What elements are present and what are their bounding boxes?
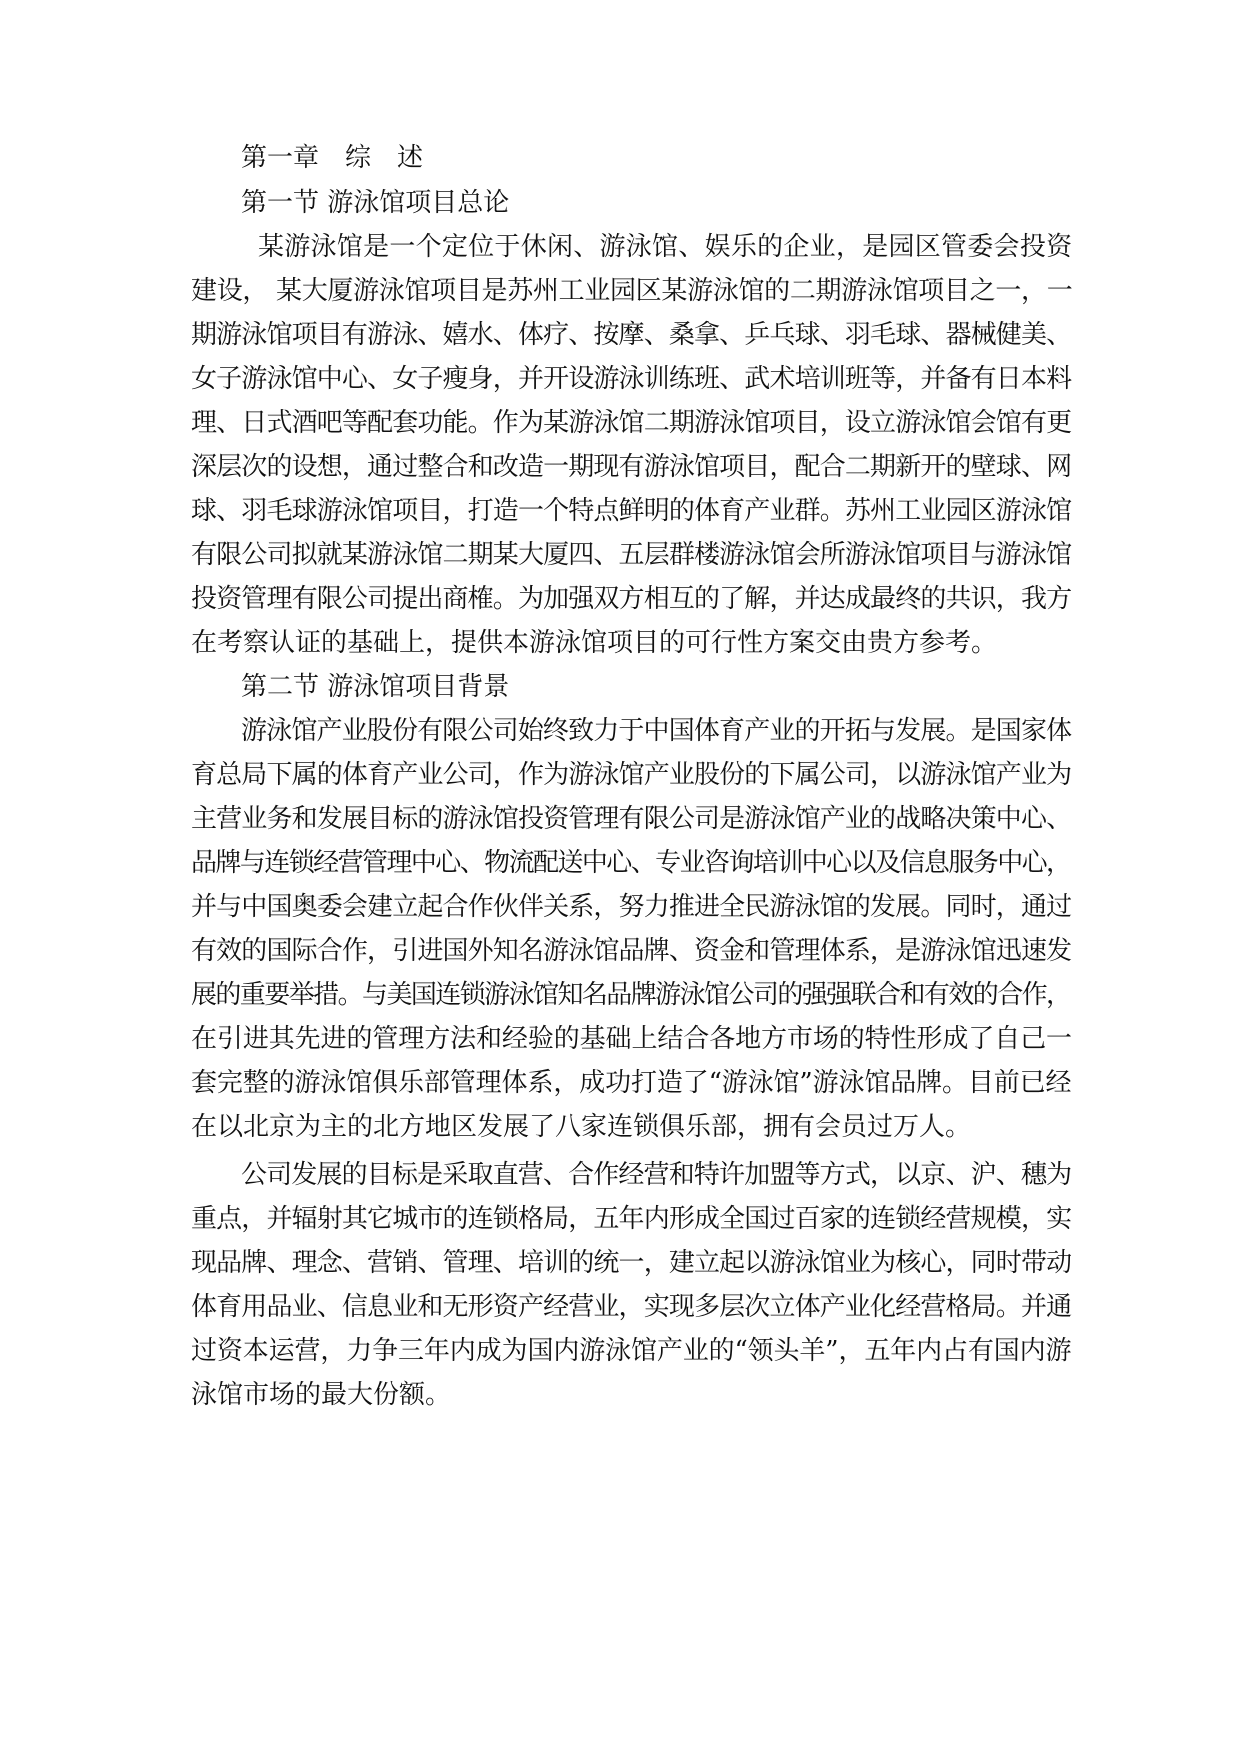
paragraph-line: 在以北京为主的北方地区发展了八家连锁俱乐部，拥有会员过万人。 bbox=[191, 1112, 972, 1142]
paragraph-line: 现品牌、理念、营销、管理、培训的统一，建立起以游泳馆业为核心，同时带动 bbox=[191, 1248, 1072, 1278]
paragraph-line: 女子游泳馆中心、女子瘦身，并开设游泳训练班、武术培训班等，并备有日本料 bbox=[191, 364, 1072, 394]
paragraph-line: 公司发展的目标是采取直营、合作经营和特许加盟等方式，以京、沪、穗为 bbox=[241, 1160, 1072, 1190]
paragraph-line: 体育用品业、信息业和无形资产经营业，实现多层次立体产业化经营格局。并通 bbox=[191, 1292, 1072, 1322]
paragraph-line: 投资管理有限公司提出商榷。为加强双方相互的了解，并达成最终的共识，我方 bbox=[191, 584, 1072, 614]
paragraph-line: 在引进其先进的管理方法和经验的基础上结合各地方市场的特性形成了自己一 bbox=[191, 1024, 1072, 1054]
paragraph-line: 有限公司拟就某游泳馆二期某大厦四、五层群楼游泳馆会所游泳馆项目与游泳馆 bbox=[191, 540, 1072, 570]
paragraph-line: 深层次的设想，通过整合和改造一期现有游泳馆项目，配合二期新开的壁球、网 bbox=[191, 452, 1072, 482]
paragraph-line: 泳馆市场的最大份额。 bbox=[191, 1380, 452, 1410]
paragraph-line: 球、羽毛球游泳馆项目，打造一个特点鲜明的体育产业群。苏州工业园区游泳馆 bbox=[191, 496, 1072, 526]
paragraph-line: 有效的国际合作，引进国外知名游泳馆品牌、资金和管理体系，是游泳馆迅速发 bbox=[191, 936, 1072, 966]
paragraph-line: 主营业务和发展目标的游泳馆投资管理有限公司是游泳馆产业的战略决策中心、 bbox=[191, 804, 1072, 834]
section-1-heading: 第一节 游泳馆项目总论 bbox=[241, 188, 510, 218]
chapter-title: 第一章 综 述 bbox=[241, 143, 424, 173]
paragraph-line: 建设， 某大厦游泳馆项目是苏州工业园区某游泳馆的二期游泳馆项目之一，一 bbox=[191, 276, 1073, 306]
paragraph-line: 期游泳馆项目有游泳、嬉水、体疗、按摩、桑拿、乒乓球、羽毛球、器械健美、 bbox=[191, 320, 1072, 350]
paragraph-line: 重点，并辐射其它城市的连锁格局，五年内形成全国过百家的连锁经营规模，实 bbox=[191, 1204, 1072, 1234]
paragraph-line: 游泳馆产业股份有限公司始终致力于中国体育产业的开拓与发展。是国家体 bbox=[241, 716, 1072, 746]
paragraph-line: 展的重要举措。与美国连锁游泳馆知名品牌游泳馆公司的强强联合和有效的合作， bbox=[191, 980, 1071, 1010]
paragraph-line: 过资本运营，力争三年内成为国内游泳馆产业的“领头羊”，五年内占有国内游 bbox=[191, 1336, 1072, 1366]
paragraph-line: 品牌与连锁经营管理中心、物流配送中心、专业咨询培训中心以及信息服务中心， bbox=[191, 848, 1071, 878]
section-2-heading: 第二节 游泳馆项目背景 bbox=[241, 672, 510, 702]
paragraph-line: 在考察认证的基础上，提供本游泳馆项目的可行性方案交由贵方参考。 bbox=[191, 628, 998, 658]
paragraph-line: 套完整的游泳馆俱乐部管理体系，成功打造了“游泳馆”游泳馆品牌。目前已经 bbox=[191, 1068, 1072, 1098]
paragraph-line: 某游泳馆是一个定位于休闲、游泳馆、娱乐的企业，是园区管委会投资 bbox=[258, 232, 1073, 262]
paragraph-line: 并与中国奥委会建立起合作伙伴关系，努力推进全民游泳馆的发展。同时，通过 bbox=[191, 892, 1072, 922]
paragraph-line: 育总局下属的体育产业公司，作为游泳馆产业股份的下属公司，以游泳馆产业为 bbox=[191, 760, 1072, 790]
paragraph-line: 理、日式酒吧等配套功能。作为某游泳馆二期游泳馆项目，设立游泳馆会馆有更 bbox=[191, 408, 1072, 438]
